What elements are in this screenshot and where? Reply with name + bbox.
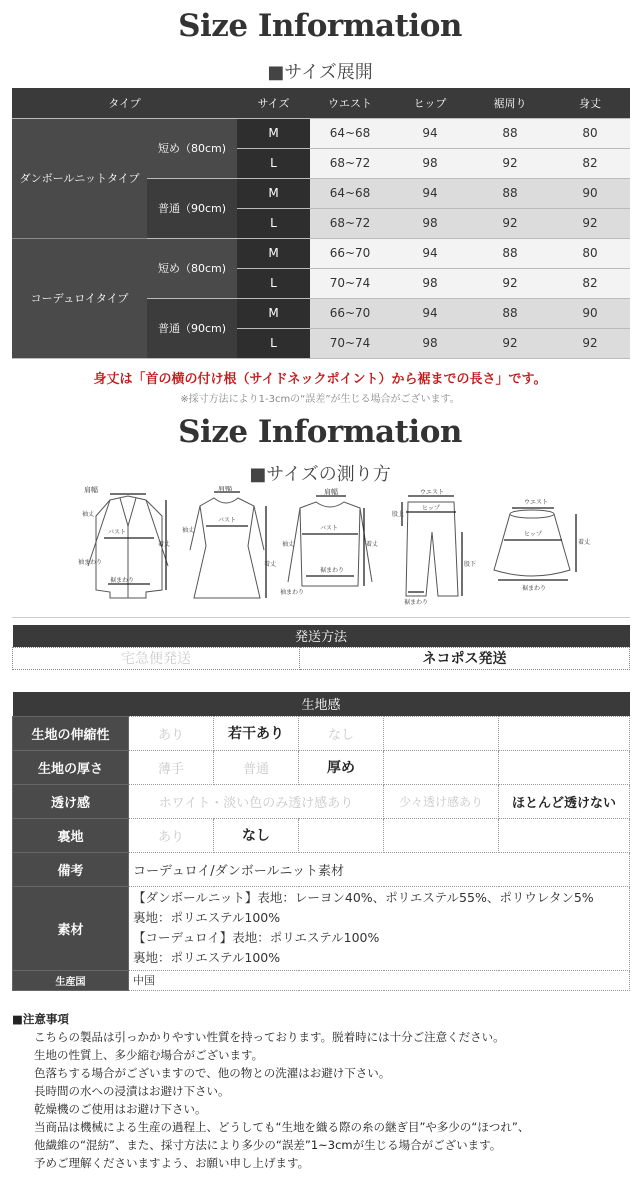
size-cell: M <box>237 238 310 268</box>
type-cell: コーデュロイタイプ <box>12 238 147 358</box>
material-line: 【コーデュロイ】表地：ポリエステル100% <box>133 930 380 945</box>
fabric-table <box>12 692 630 991</box>
shipping-table <box>12 625 630 670</box>
empty-cell <box>499 818 630 852</box>
thickness-option: 普通 <box>214 750 299 784</box>
remarks-value: コーデュロイ/ダンボールニット素材 <box>129 852 630 886</box>
caution-line: 予めご理解くださいますよう、お願い申し上げます。 <box>34 1156 310 1170</box>
length-cell: 短め（80cm) <box>147 238 237 298</box>
lining-option: あり <box>129 818 214 852</box>
measure-subtitle: ■サイズの測り方 <box>249 464 391 485</box>
pants-icon <box>392 486 476 608</box>
waist-cell: 70~74 <box>310 268 390 298</box>
header-waist: ウエスト <box>310 88 390 118</box>
caution-line: 他繊維の“混紡”、また、採寸方法により多少の“誤差”1~3cmが生じる場合がございます。 <box>34 1138 502 1152</box>
hip-cell: 98 <box>390 328 470 358</box>
dress-icon <box>178 486 278 608</box>
caution-line: 当商品は機械による生産の過程上、どうしても“生地を織る際の糸の継ぎ目”や多少の“ほつれ”、 <box>34 1120 530 1134</box>
waist-cell: 66~70 <box>310 238 390 268</box>
length-value-cell: 90 <box>550 298 630 328</box>
length-cell: 普通（90cm) <box>147 178 237 238</box>
shipping-option-nekopos: ネコポス発送 <box>300 647 630 669</box>
material-line: 裏地：ポリエステル100% <box>133 910 281 925</box>
stretch-option: なし <box>299 716 384 750</box>
stretch-label: 生地の伸縮性 <box>13 716 129 750</box>
pants-diagram <box>392 486 476 608</box>
length-label: 着丈 <box>264 561 277 568</box>
shoulder-label: 肩幅 <box>324 488 338 496</box>
top-icon <box>280 486 390 608</box>
length-cell: 普通（90cm) <box>147 298 237 358</box>
hem-cell: 88 <box>470 178 550 208</box>
origin-value: 中国 <box>129 970 630 990</box>
empty-cell <box>499 716 630 750</box>
waist-label: ウエスト <box>524 499 549 506</box>
length-cell: 短め（80cm) <box>147 118 237 178</box>
size-cell: L <box>237 148 310 178</box>
hip-cell: 94 <box>390 298 470 328</box>
hem-cell: 88 <box>470 298 550 328</box>
hip-cell: 94 <box>390 238 470 268</box>
length-value-cell: 80 <box>550 238 630 268</box>
coat-icon <box>70 486 180 608</box>
caution-line: 長時間の水への浸漬はお避け下さい。 <box>34 1084 230 1098</box>
shipping-title: 発送方法 <box>13 625 630 647</box>
remarks-label: 備考 <box>13 852 129 886</box>
thickness-option-selected: 厚め <box>299 750 384 784</box>
hip-cell: 94 <box>390 118 470 148</box>
thickness-option: 薄手 <box>129 750 214 784</box>
length-label: 着丈 <box>158 541 171 548</box>
rise-label: 股上 <box>392 511 405 518</box>
sleeve-label: 袖丈 <box>182 527 195 534</box>
hip-cell: 94 <box>390 178 470 208</box>
material-line: 【ダンボールニット】表地：レーヨン40%、ポリエステル55%、ポリウレタン5% <box>133 890 594 905</box>
measurement-diagrams <box>70 486 590 608</box>
hip-cell: 98 <box>390 208 470 238</box>
top-diagram <box>280 486 390 608</box>
coat-diagram <box>70 486 180 608</box>
size-cell: M <box>237 118 310 148</box>
bust-label: バスト <box>108 529 127 536</box>
length-value-cell: 82 <box>550 268 630 298</box>
hip-cell: 98 <box>390 268 470 298</box>
hem-label: 裾まわり <box>522 585 547 592</box>
waist-cell: 64~68 <box>310 178 390 208</box>
waist-cell: 70~74 <box>310 328 390 358</box>
caution-line: 色落ちする場合がございますので、他の物との洗濯はお避け下さい。 <box>34 1066 391 1080</box>
sheer-row <box>13 784 630 818</box>
header-hem: 裾周り <box>470 88 550 118</box>
empty-cell <box>299 818 384 852</box>
length-definition-note: 身丈は「首の横の付け根（サイドネックポイント）から裾までの長さ」です。 <box>93 372 547 387</box>
caution-line: こちらの製品は引っかかりやすい性質を持っております。脱着時には十分ご注意ください。 <box>34 1030 505 1044</box>
lining-label: 裏地 <box>13 818 129 852</box>
lining-option-selected: なし <box>214 818 299 852</box>
material-line: 裏地：ポリエステル100% <box>133 950 281 965</box>
sheer-label: 透け感 <box>13 784 129 818</box>
empty-cell <box>384 716 499 750</box>
length-value-cell: 80 <box>550 118 630 148</box>
sheer-option: ホワイト・淡い色のみ透け感あり <box>129 784 384 818</box>
hem-cell: 88 <box>470 238 550 268</box>
waist-cell: 64~68 <box>310 118 390 148</box>
dress-diagram <box>178 486 278 608</box>
sleeve-label: 袖丈 <box>282 541 295 548</box>
material-row <box>13 886 630 970</box>
skirt-diagram <box>480 486 590 608</box>
origin-row <box>13 970 630 990</box>
material-value <box>129 886 630 970</box>
bust-label: バスト <box>320 525 339 532</box>
size-cell: L <box>237 268 310 298</box>
thickness-row <box>13 750 630 784</box>
remarks-row <box>13 852 630 886</box>
empty-cell <box>384 750 499 784</box>
waist-cell: 66~70 <box>310 298 390 328</box>
header-type: タイプ <box>12 88 237 118</box>
hem-cell: 92 <box>470 328 550 358</box>
size-info-title-2: Size Information <box>178 414 462 450</box>
origin-label: 生産国 <box>13 970 129 990</box>
hem-label: 裾まわり <box>404 599 429 606</box>
hip-cell: 98 <box>390 148 470 178</box>
header-length: 身丈 <box>550 88 630 118</box>
size-cell: L <box>237 328 310 358</box>
bust-label: バスト <box>218 517 237 524</box>
hem-cell: 92 <box>470 268 550 298</box>
length-value-cell: 92 <box>550 208 630 238</box>
table-row <box>12 118 630 148</box>
length-value-cell: 90 <box>550 178 630 208</box>
stretch-row <box>13 716 630 750</box>
type-cell: ダンボールニットタイプ <box>12 118 147 238</box>
caution-notes <box>12 1010 630 1172</box>
sheer-option-selected: ほとんど透けない <box>499 784 630 818</box>
size-info-title-1: Size Information <box>178 8 462 44</box>
hem-label: 裾まわり <box>110 577 135 584</box>
table-row <box>12 238 630 268</box>
hem-cell: 92 <box>470 148 550 178</box>
header-size: サイズ <box>237 88 310 118</box>
sleeve-hem-label: 袖まわり <box>78 559 103 566</box>
length-label: 着丈 <box>366 541 379 548</box>
length-label: 着丈 <box>578 539 590 546</box>
shoulder-label: 肩幅 <box>84 486 98 494</box>
size-chart-subtitle: ■サイズ展開 <box>267 62 373 83</box>
length-value-cell: 82 <box>550 148 630 178</box>
shipping-option-takkyubin: 宅急便発送 <box>13 647 300 669</box>
size-cell: L <box>237 208 310 238</box>
shoulder-label: 肩幅 <box>218 486 232 492</box>
header-hip: ヒップ <box>390 88 470 118</box>
sleeve-label: 袖丈 <box>82 511 95 518</box>
material-label: 素材 <box>13 886 129 970</box>
size-table <box>12 88 630 359</box>
hem-cell: 92 <box>470 208 550 238</box>
measurement-error-note: ※採寸方法により1-3cmの“誤差”が生じる場合がございます。 <box>180 394 460 405</box>
caution-line: 生地の性質上、多少縮む場合がございます。 <box>34 1048 264 1062</box>
empty-cell <box>384 818 499 852</box>
stretch-option-selected: 若干あり <box>214 716 299 750</box>
waist-label: ウエスト <box>420 489 445 496</box>
stretch-option: あり <box>129 716 214 750</box>
sleeve-hem-label: 袖まわり <box>280 589 305 596</box>
divider <box>12 617 630 618</box>
size-table-header <box>12 88 630 118</box>
size-cell: M <box>237 178 310 208</box>
hip-label: ヒップ <box>524 531 542 538</box>
length-value-cell: 92 <box>550 328 630 358</box>
sheer-option: 少々透け感あり <box>384 784 499 818</box>
caution-title: ■注意事項 <box>12 1012 69 1026</box>
skirt-icon <box>480 486 590 608</box>
empty-cell <box>499 750 630 784</box>
waist-cell: 68~72 <box>310 148 390 178</box>
waist-cell: 68~72 <box>310 208 390 238</box>
inseam-label: 股下 <box>464 561 476 568</box>
hip-label: ヒップ <box>422 505 440 512</box>
lining-row <box>13 818 630 852</box>
hem-label: 裾まわり <box>320 567 345 574</box>
caution-line: 乾燥機のご使用はお避け下さい。 <box>34 1102 207 1116</box>
fabric-title: 生地感 <box>13 692 630 716</box>
size-cell: M <box>237 298 310 328</box>
hem-cell: 88 <box>470 118 550 148</box>
thickness-label: 生地の厚さ <box>13 750 129 784</box>
